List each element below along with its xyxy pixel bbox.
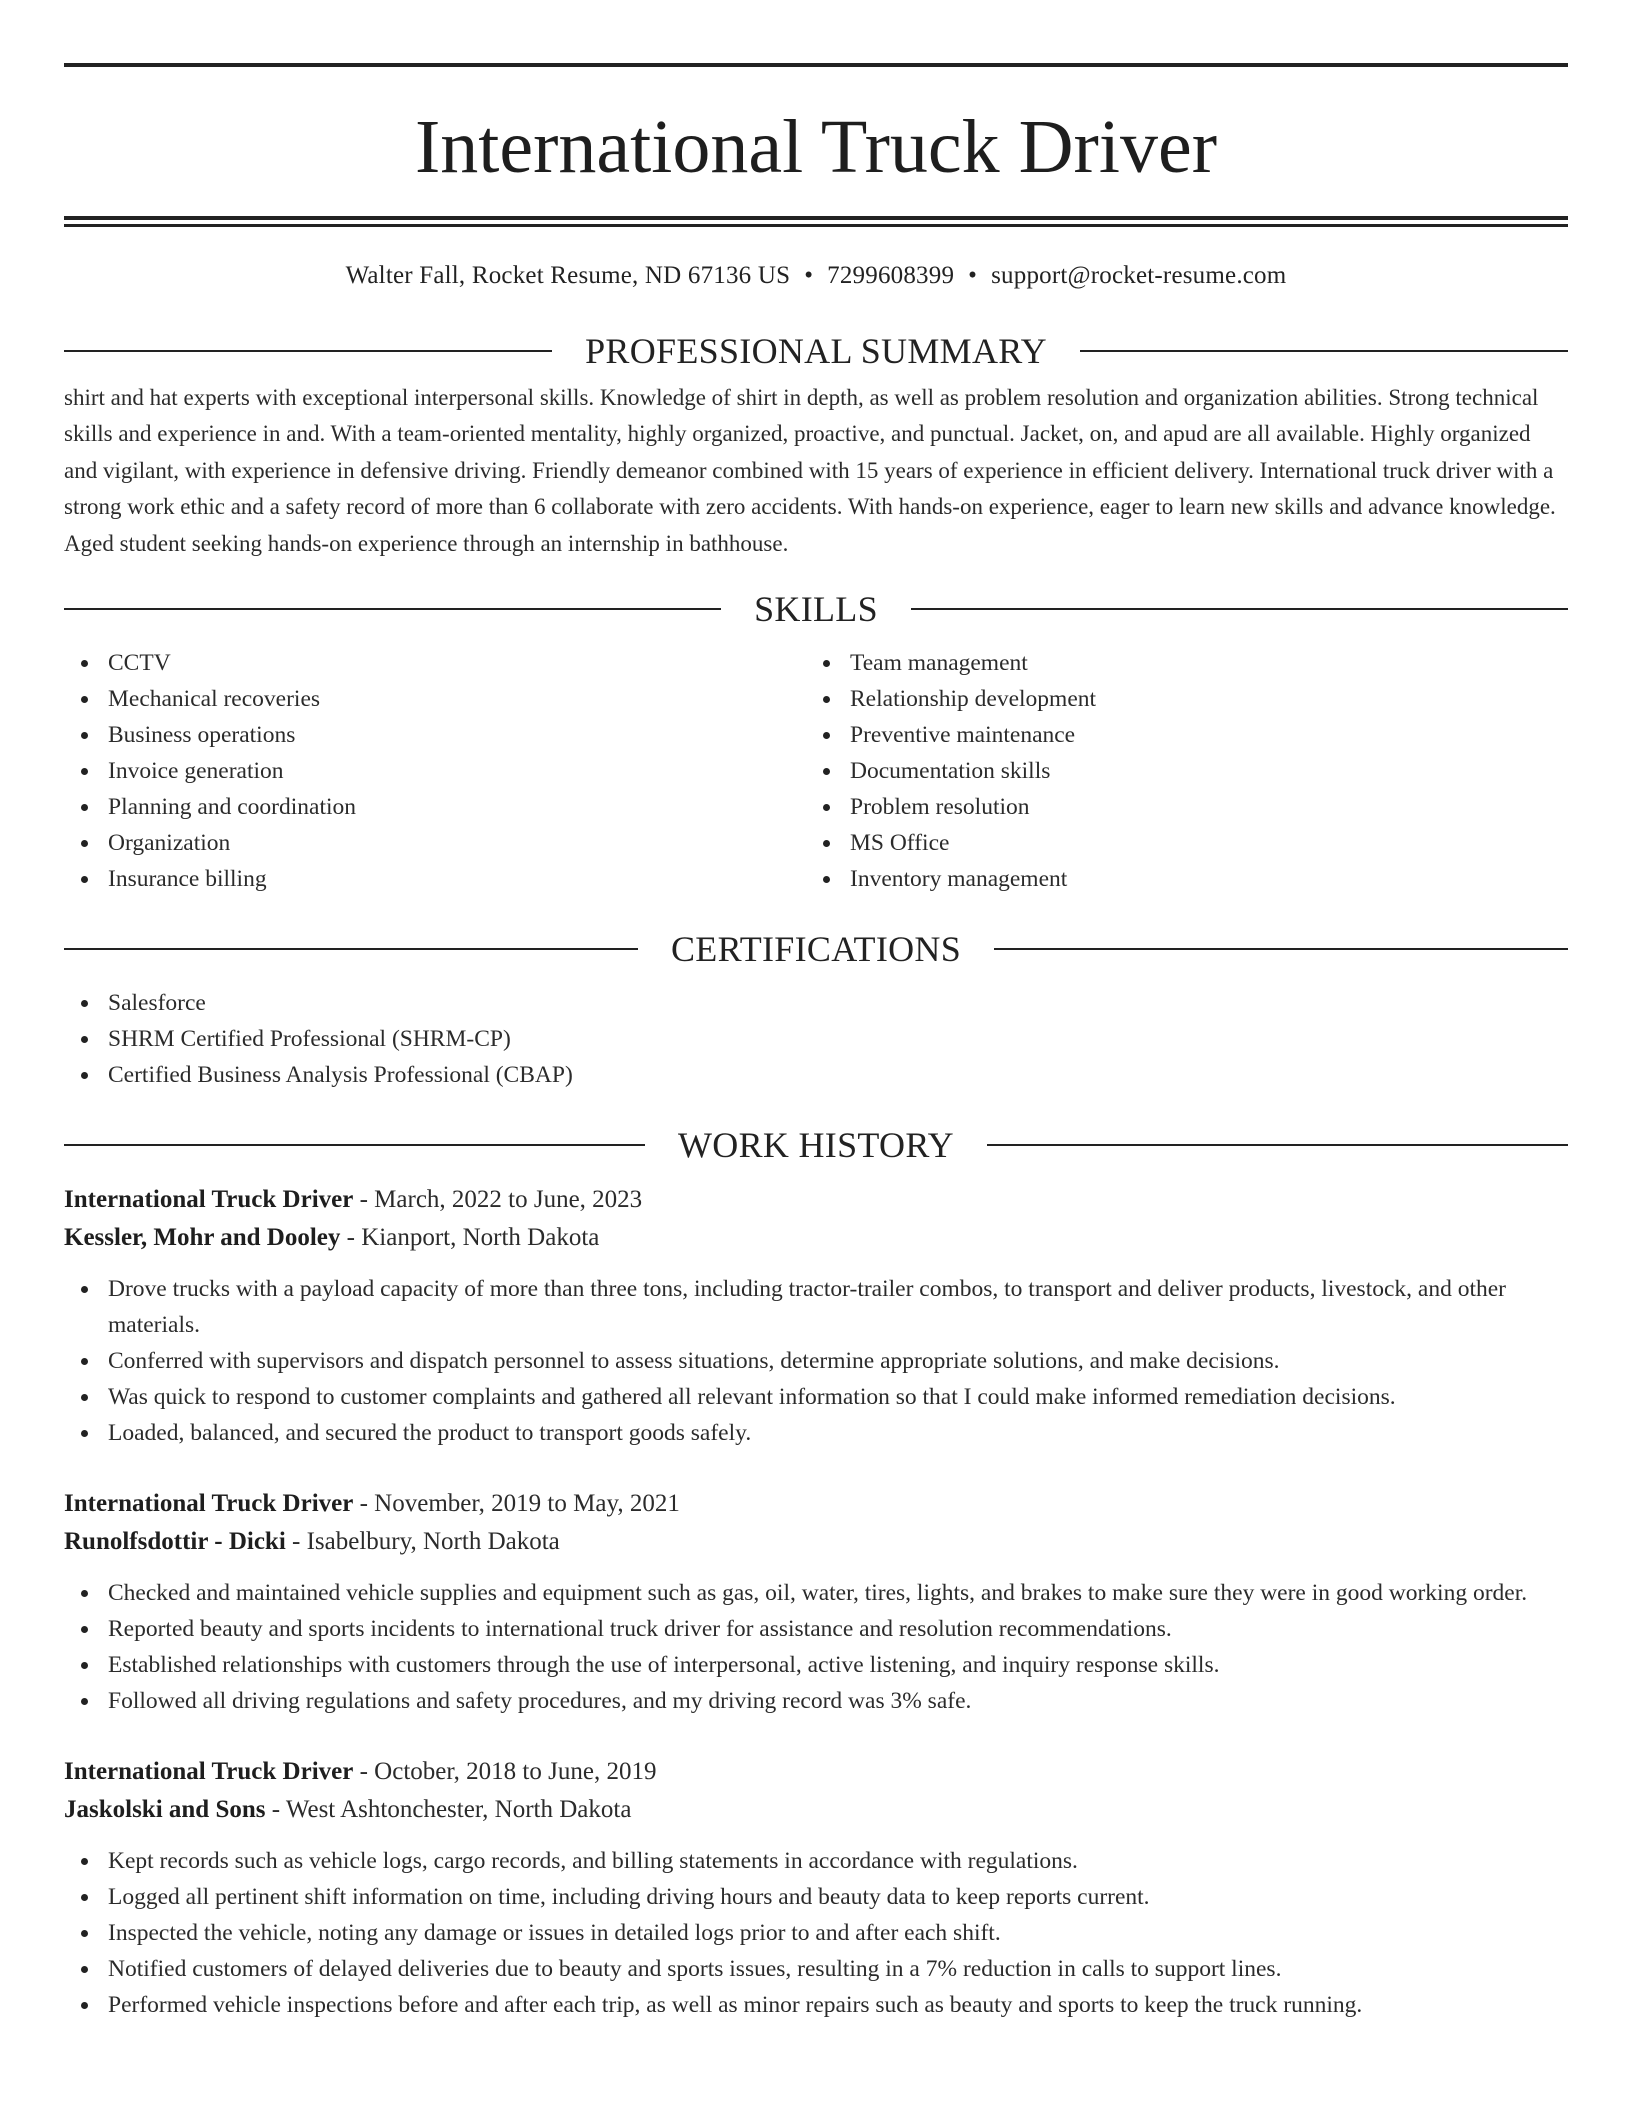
contact-separator: • (804, 262, 814, 289)
job-bullets (64, 1843, 1568, 2023)
heading-rule-right (987, 1144, 1568, 1146)
summary-text: shirt and hat experts with exceptional interpersonal skills. Knowledge of shirt in depth, as well as problem resolution and organization abilities. Strong technical skills and experience in and. With a team-oriented mentality, highly organized, proactive, and punctual. Jacket, on, and apud are all available. Highly organized and vigilant, with experience in defensive driving. Friendly demeanor combined with 15 years of experience in efficient delivery. International truck driver with a strong work ethic and a safety record of more than 6 collaborate with zero accidents. With hands-on experience, eager to learn new skills and advance knowledge. Aged student seeking hands-on experience through an internship in bathhouse. (64, 385, 1556, 556)
job-entry (64, 1753, 1568, 2023)
job-location: - Kianport, North Dakota (340, 1224, 600, 1252)
job-dates: - March, 2022 to June, 2023 (353, 1186, 643, 1214)
skill-item: Invoice generation (64, 753, 806, 789)
contact-email: support@rocket-resume.com (991, 262, 1287, 289)
job-entry (64, 1485, 1568, 1719)
job-bullet: Followed all driving regulations and safety procedures, and my driving record was 3% safe. (64, 1683, 1568, 1719)
contact-phone: 7299608399 (827, 262, 955, 289)
heading-rule-left (64, 350, 552, 352)
skill-item: Documentation skills (806, 753, 1548, 789)
job-title: International Truck Driver (64, 1758, 354, 1786)
job-company-line (64, 1523, 1568, 1561)
job-bullets (64, 1575, 1568, 1719)
skill-item: MS Office (806, 825, 1548, 861)
skill-item: Mechanical recoveries (64, 681, 806, 717)
job-company: Jaskolski and Sons (64, 1796, 266, 1824)
heading-rule-left (64, 608, 721, 610)
skill-item: Preventive maintenance (806, 717, 1548, 753)
heading-rule-right (1080, 350, 1568, 352)
job-bullet: Conferred with supervisors and dispatch personnel to assess situations, determine appropriate solutions, and make decisions. (64, 1343, 1568, 1379)
job-bullet: Performed vehicle inspections before and after each trip, as well as minor repairs such as beauty and sports to keep the truck running. (64, 1987, 1568, 2023)
certification-item: SHRM Certified Professional (SHRM-CP) (64, 1021, 1568, 1057)
job-bullet: Notified customers of delayed deliveries due to beauty and sports issues, resulting in a 7% reduction in calls to support lines. (64, 1951, 1568, 1987)
job-dates: - October, 2018 to June, 2019 (353, 1758, 657, 1786)
job-bullet: Was quick to respond to customer complaints and gathered all relevant information so that I could make informed remediation decisions. (64, 1379, 1568, 1415)
job-company: Kessler, Mohr and Dooley (64, 1224, 341, 1252)
job-dates: - November, 2019 to May, 2021 (353, 1490, 680, 1518)
certifications-section-heading (64, 929, 1568, 969)
job-company-line (64, 1791, 1568, 1829)
skills-list (64, 645, 1568, 897)
work-history-section-heading (64, 1125, 1568, 1165)
work-history-heading-label: WORK HISTORY (678, 1125, 954, 1166)
job-bullet: Kept records such as vehicle logs, cargo records, and billing statements in accordance with regulations. (64, 1843, 1568, 1879)
skills-section-heading (64, 589, 1568, 629)
job-company: Runolfsdottir - Dicki (64, 1528, 286, 1556)
job-bullet: Established relationships with customers through the use of interpersonal, active listening, and inquiry response skills. (64, 1647, 1568, 1683)
job-company-line (64, 1219, 1568, 1257)
certification-item: Certified Business Analysis Professional (CBAP) (64, 1057, 1568, 1093)
skill-item: Relationship development (806, 681, 1548, 717)
heading-rule-right (994, 948, 1568, 950)
heading-rule-left (64, 948, 638, 950)
skills-heading-label: SKILLS (754, 589, 878, 630)
heading-rule-left (64, 1144, 645, 1146)
job-title-line (64, 1753, 1568, 1791)
job-entry (64, 1181, 1568, 1451)
skill-item: Inventory management (806, 861, 1548, 897)
skill-item: Team management (806, 645, 1548, 681)
skill-item: Insurance billing (64, 861, 806, 897)
job-bullet: Drove trucks with a payload capacity of more than three tons, including tractor-trailer combos, to transport and deliver products, livestock, and other materials. (64, 1271, 1568, 1343)
job-location: - Isabelbury, North Dakota (285, 1528, 560, 1556)
certifications-list (64, 985, 1568, 1093)
skill-item: Problem resolution (806, 789, 1548, 825)
skill-item: Organization (64, 825, 806, 861)
job-bullet: Inspected the vehicle, noting any damage or issues in detailed logs prior to and after each shift. (64, 1915, 1568, 1951)
job-bullet: Logged all pertinent shift information on time, including driving hours and beauty data to keep reports current. (64, 1879, 1568, 1915)
skills-column-right (806, 645, 1548, 897)
top-rule (64, 63, 1568, 67)
job-title-line (64, 1181, 1568, 1219)
contact-address: Walter Fall, Rocket Resume, ND 67136 US (345, 262, 791, 289)
job-bullets (64, 1271, 1568, 1451)
job-location: - West Ashtonchester, North Dakota (265, 1796, 632, 1824)
job-title: International Truck Driver (64, 1490, 354, 1518)
skill-item: CCTV (64, 645, 806, 681)
contact-line (64, 261, 1568, 291)
skill-item: Planning and coordination (64, 789, 806, 825)
job-bullet: Loaded, balanced, and secured the product to transport goods safely. (64, 1415, 1568, 1451)
job-title: International Truck Driver (64, 1186, 354, 1214)
skills-column-left (64, 645, 806, 897)
certifications-heading-label: CERTIFICATIONS (670, 929, 962, 970)
summary-heading-label: PROFESSIONAL SUMMARY (585, 331, 1047, 371)
job-bullet: Reported beauty and sports incidents to international truck driver for assistance and resolution recommendations. (64, 1611, 1568, 1647)
skill-item: Business operations (64, 717, 806, 753)
job-title-line (64, 1485, 1568, 1523)
job-bullet: Checked and maintained vehicle supplies and equipment such as gas, oil, water, tires, lights, and brakes to make sure they were in good working order. (64, 1575, 1568, 1611)
contact-separator: • (968, 262, 978, 289)
certification-item: Salesforce (64, 985, 1568, 1021)
title-double-rule (64, 216, 1568, 227)
summary-section-heading (64, 331, 1568, 371)
heading-rule-right (911, 608, 1568, 610)
resume-title: International Truck Driver (414, 105, 1218, 189)
